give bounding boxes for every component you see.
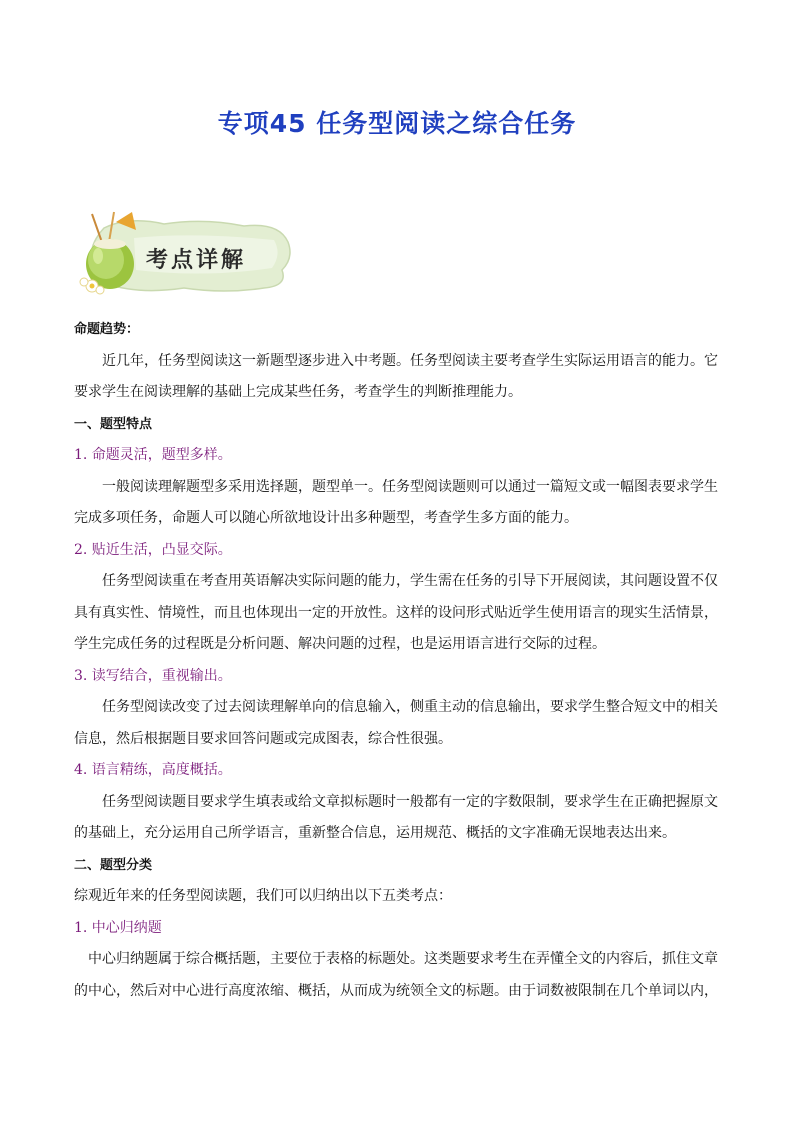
paragraph-line: 任务型阅读改变了过去阅读理解单向的信息输入，侧重主动的信息输出，要求学生整合短文中的相关 — [102, 699, 718, 715]
paragraph-line: 一般阅读理解题型多采用选择题，题型单一。任务型阅读题则可以通过一篇短文或一幅图表要求学生 — [102, 478, 718, 495]
feature-title-1: 1. 命题灵活，题型多样。 — [74, 447, 232, 463]
paragraph-line: 具有真实性、情境性，而且也体现出一定的开放性。这样的设问形式贴近学生使用语言的现实生活情景， — [74, 604, 718, 621]
page-title: 专项45 任务型阅读之综合任务 — [217, 109, 577, 138]
banner-label: 考点详解 — [146, 247, 247, 273]
paragraph-line: 综观近年来的任务型阅读题，我们可以归纳出以下五类考点： — [74, 888, 452, 904]
category-title-1: 1. 中心归纳题 — [74, 919, 162, 936]
section-heading-features: 一、题型特点 — [74, 416, 153, 432]
section-banner — [74, 208, 294, 298]
paragraph-line: 信息，然后根据题目要求回答问题或完成图表，综合性很强。 — [74, 730, 452, 747]
paragraph-line: 完成多项任务，命题人可以随心所欲地设计出多种题型，考查学生多方面的能力。 — [74, 510, 578, 526]
paragraph-line: 的基础上，充分运用自己所学语言，重新整合信息，运用规范、概括的文字准确无误地表达出来。 — [74, 825, 676, 841]
feature-title-4: 4. 语言精练，高度概括。 — [74, 762, 232, 778]
paragraph-line: 学生完成任务的过程既是分析问题、解决问题的过程，也是运用语言进行交际的过程。 — [74, 636, 606, 652]
paragraph-line: 任务型阅读题目要求学生填表或给文章拟标题时一般都有一定的字数限制，要求学生在正确把握原文 — [102, 793, 718, 810]
paragraph-line: 的中心，然后对中心进行高度浓缩、概括，从而成为统领全文的标题。由于词数被限制在几个单词以内， — [74, 982, 718, 999]
paragraph-line: 任务型阅读重在考查用英语解决实际问题的能力，学生需在任务的引导下开展阅读，其问题设置不仅 — [102, 573, 718, 589]
paragraph-line: 近几年，任务型阅读这一新题型逐步进入中考题。任务型阅读主要考查学生实际运用语言的能力。它 — [102, 352, 718, 369]
paragraph-line: 中心归纳题属于综合概括题，主要位于表格的标题处。这类题要求考生在弄懂全文的内容后，抓住文章 — [88, 951, 718, 967]
feature-title-2: 2. 贴近生活，凸显交际。 — [74, 541, 232, 558]
document-body — [74, 314, 722, 1007]
section-heading-classification: 二、题型分类 — [74, 857, 153, 873]
paragraph-line: 要求学生在阅读理解的基础上完成某些任务，考查学生的判断推理能力。 — [74, 384, 522, 400]
trend-heading: 命题趋势： — [74, 322, 140, 337]
feature-title-3: 3. 读写结合，重视输出。 — [74, 667, 232, 684]
